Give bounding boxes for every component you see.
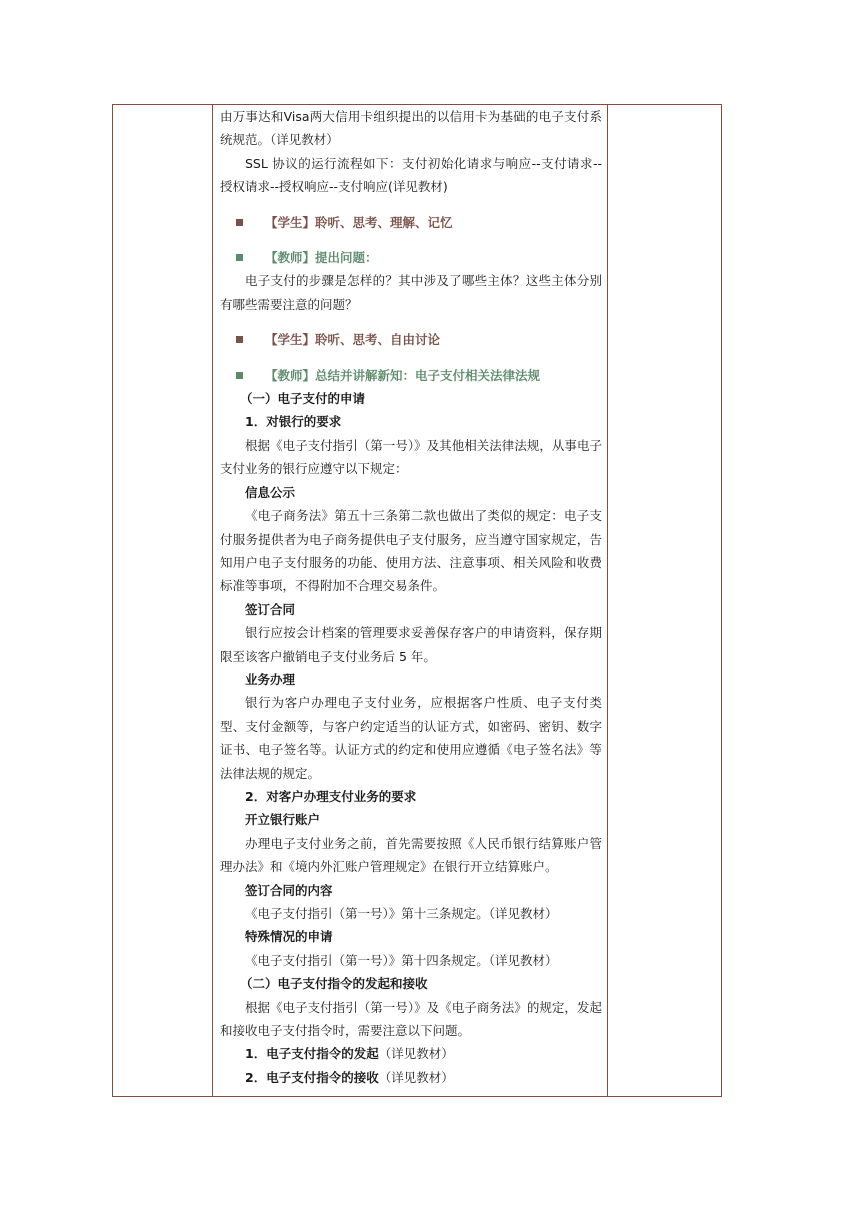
heading-business-handling: 业务办理 (245, 671, 296, 687)
paragraph-question: 电子支付的步骤是怎样的？其中涉及了哪些主体？这些主体分别有哪些需要注意的问题？ (220, 273, 602, 312)
paragraph-ssl-flow: SSL 协议的运行流程如下：支付初始化请求与响应--支付请求--授权请求--授权响应--支付响应(详见教材) (220, 155, 602, 195)
paragraph-instructions: 根据《电子支付指引（第一号）》及《电子商务法》的规定，发起和接收电子支付指令时，需要注意以下问题。 (220, 999, 602, 1039)
bullet-square-icon (236, 219, 243, 226)
lesson-content (220, 104, 602, 1089)
section-heading-1: （一）电子支付的申请 (240, 391, 366, 407)
heading-special-cases: 特殊情况的申请 (245, 929, 333, 945)
bullet-square-icon (236, 372, 243, 379)
column-divider-left (212, 105, 213, 1096)
student-activity-1: 【学生】聆听、思考、理解、记忆 (220, 211, 602, 234)
item-instruction-initiation: 1．电子支付指令的发起（详见教材） (245, 1046, 454, 1062)
student-activity-2: 【学生】聆听、思考、自由讨论 (220, 328, 602, 351)
paragraph-open-account: 办理电子支付业务之前，首先需要按照《人民币银行结算账户管理办法》和《境内外汇账户管理规定》在银行开立结算账户。 (220, 835, 602, 875)
paragraph-bank-rules: 根据《电子支付指引（第一号）》及其他相关法律法规，从事电子支付业务的银行应遵守以下规定： (220, 437, 602, 477)
paragraph-special-cases: 《电子支付指引（第一号）》第十四条规定。（详见教材） (245, 952, 558, 968)
section-heading-2: （二）电子支付指令的发起和接收 (240, 976, 428, 992)
bullet-square-icon (236, 336, 243, 343)
paragraph-set-spec: 由万事达和Visa两大信用卡组织提出的以信用卡为基础的电子支付系统规范。（详见教材） (220, 109, 602, 148)
teacher-activity-1: 【教师】提出问题： (220, 246, 602, 269)
item-instruction-reception: 2．电子支付指令的接收（详见教材） (245, 1069, 454, 1085)
paragraph-sign-contract: 银行应按会计档案的管理要求妥善保存客户的申请资料，保存期限至该客户撤销电子支付业务后 5 年。 (220, 625, 602, 664)
heading-info-disclosure: 信息公示 (245, 484, 296, 500)
heading-contract-content: 签订合同的内容 (245, 882, 333, 898)
paragraph-contract-content: 《电子支付指引（第一号）》第十三条规定。（详见教材） (245, 906, 558, 921)
bullet-square-icon (236, 254, 243, 261)
subheading-bank-requirements: 1．对银行的要求 (245, 414, 342, 430)
heading-sign-contract: 签订合同 (245, 601, 296, 617)
paragraph-info-disclosure: 《电子商务法》第五十三条第二款也做出了类似的规定：电子支付服务提供者为电子商务提供电子支付服务，应当遵守国家规定，告知用户电子支付服务的功能、使用方法、注意事项、相关风险和收费标准等事项，不得附加不合理交易条件。 (220, 508, 602, 594)
paragraph-business-handling: 银行为客户办理电子支付业务，应根据客户性质、电子支付类型、支付金额等，与客户约定适当的认证方式，如密码、密钥、数字证书、电子签名等。认证方式的约定和使用应遵循《电子签名法》等法律法规的规定。 (220, 695, 602, 781)
heading-open-account: 开立银行账户 (245, 812, 321, 828)
subheading-customer-requirements: 2．对客户办理支付业务的要求 (245, 788, 417, 804)
teacher-activity-2: 【教师】总结并讲解新知：电子支付相关法律法规 (220, 364, 602, 387)
column-divider-right (607, 105, 608, 1096)
